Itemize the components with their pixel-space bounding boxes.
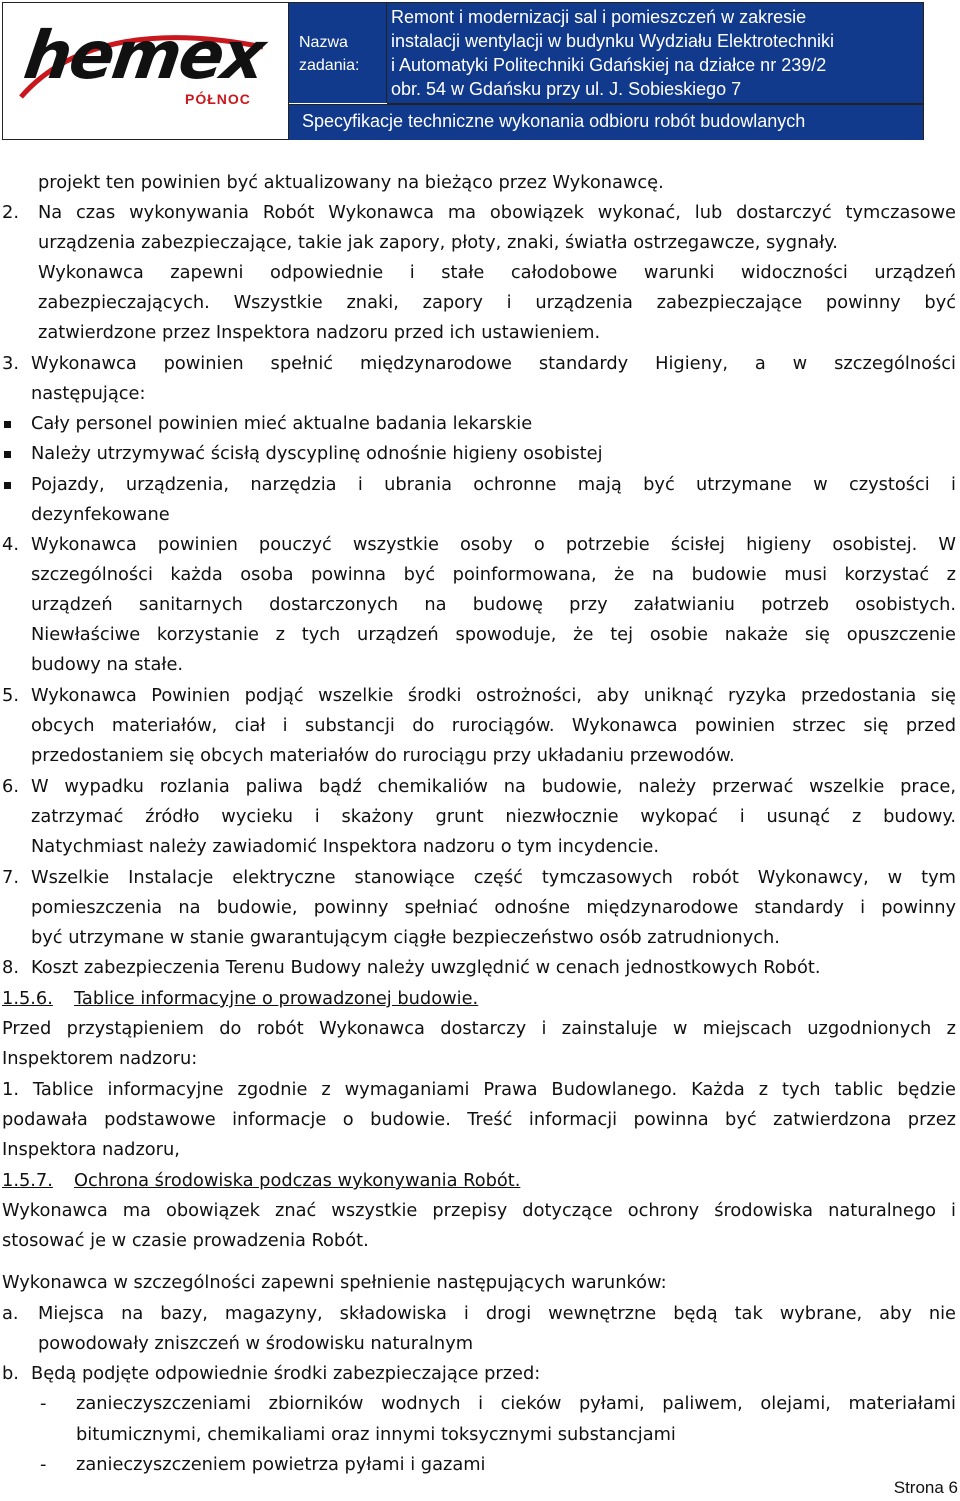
text-line: Wykonawca ma obowiązek znać wszystkie przepisy dotyczące ochrony środowiska naturalnego i <box>2 1200 956 1221</box>
text-line: Wykonawca zapewni odpowiednie i stałe całodobowe warunki widoczności urządzeń <box>38 262 956 283</box>
text-line: projekt ten powinien być aktualizowany na bieżąco przez Wykonawcę. <box>38 172 664 193</box>
text-line: bitumicznymi, chemikaliami oraz innymi toksycznymi substancjami <box>76 1424 676 1445</box>
text-line: Natychmiast należy zawiadomić Inspektora nadzoru o tym incydencie. <box>31 836 660 857</box>
text-line: budowy na stałe. <box>31 654 184 675</box>
text-line: W wypadku rozlania paliwa bądź chemikaliów na budowie, należy przerwać wszelkie prace, <box>31 776 956 797</box>
bullet-icon <box>4 482 11 489</box>
task-name-label-cell <box>289 3 387 103</box>
task-title-line: obr. 54 w Gdańsku przy ul. J. Sobieskiego 7 <box>391 79 742 99</box>
text-line: Wykonawca Powinien podjąć wszelkie środki ostrożności, aby uniknąć ryzyka przedostania się <box>31 685 956 706</box>
text-line: Inspektora nadzoru, <box>2 1139 180 1160</box>
text-line: Na czas wykonywania Robót Wykonawca ma obowiązek wykonać, lub dostarczyć tymczasowe <box>38 202 956 223</box>
text-line: pomieszczenia na budowie, powinny spełniać odnośne międzynarodowe standardy i powinny <box>31 897 956 918</box>
text-line: Koszt zabezpieczenia Terenu Budowy należy uwzględnić w cenach jednostkowych Robót. <box>31 957 821 978</box>
task-title-cell <box>387 3 923 104</box>
text-line: być utrzymane w stanie gwarantującym ciągłe bezpieczeństwo osób zatrudnionych. <box>31 927 780 948</box>
task-title-line: Remont i modernizacji sal i pomieszczeń w zakresie <box>391 7 807 27</box>
text-line: przedostaniem się obcych materiałów do rurociągu przy układaniu przewodów. <box>31 745 735 766</box>
company-logo <box>3 3 289 139</box>
dash-marker: - <box>40 1393 47 1414</box>
task-title-line: i Automatyki Politechniki Gdańskiej na działce nr 239/2 <box>391 55 827 75</box>
list-number: 5. <box>2 685 19 706</box>
text-line: Wszelkie Instalacje elektryczne stanowiące część tymczasowych robót Wykonawcy, w tym <box>31 867 956 888</box>
text-line: urządzeń sanitarnych dostarczonych na budowę przy załatwianiu potrzeb osobistych. <box>31 594 956 615</box>
text-line: Przed przystąpieniem do robót Wykonawca dostarczy i zainstaluje w miejscach uzgodnionych z <box>2 1018 956 1039</box>
text-line: 1. Tablice informacyjne zgodnie z wymaganiami Prawa Budowlanego. Każda z tych tablic będzie <box>2 1079 956 1100</box>
text-line: zanieczyszczeniami zbiorników wodnych i cieków pyłami, paliwem, olejami, materiałami <box>76 1393 956 1414</box>
text-line: podawała podstawowe informacje o budowie. Treść informacji powinna być zatwierdzona przez <box>2 1109 956 1130</box>
bullet-text: dezynfekowane <box>31 504 170 525</box>
text-line: Wykonawca powinien pouczyć wszystkie osoby o potrzebie ścisłej higieny osobistej. W <box>31 534 956 555</box>
text-line: powodowały zniszczeń w środowisku naturalnym <box>38 1333 474 1354</box>
text-line: Będą podjęte odpowiednie środki zabezpieczające przed: <box>31 1363 541 1384</box>
bullet-text: Pojazdy, urządzenia, narzędzia i ubrania ochronne mają być utrzymane w czystości i <box>31 474 956 495</box>
section-heading: Tablice informacyjne o prowadzonej budowie. <box>74 988 479 1009</box>
text-line: szczególności każda osoba powinna być poinformowana, że na budowie musi korzystać z <box>31 564 956 585</box>
list-letter: b. <box>2 1363 19 1384</box>
text-line: obcych materiałów, ciał i substancji do rurociągów. Wykonawca powinien strzec się przed <box>31 715 956 736</box>
text-line: stosować je w czasie prowadzenia Robót. <box>2 1230 369 1251</box>
text-line: Wykonawca powinien spełnić międzynarodowe standardy Higieny, a w szczególności <box>31 353 956 374</box>
task-title-line: instalacji wentylacji w budynku Wydziału Elektrotechniki <box>391 31 835 51</box>
text-line: Wykonawca w szczególności zapewni spełnienie następujących warunków: <box>2 1272 667 1293</box>
bullet-icon <box>4 451 11 458</box>
spec-title: Specyfikacje techniczne wykonania odbioru robót budowlanych <box>302 111 806 131</box>
logo-wordmark: hemex <box>19 17 269 94</box>
text-line: zatrzymać źródło wycieku i skażony grunt niezwłocznie wykopać i usunąć z budowy. <box>31 806 956 827</box>
bullet-text: Cały personel powinien mieć aktualne badania lekarskie <box>31 413 533 434</box>
section-number: 1.5.6. <box>2 988 53 1009</box>
task-name-label-line2: zadania: <box>299 57 360 74</box>
list-letter: a. <box>2 1303 19 1324</box>
spec-title-cell <box>289 104 923 140</box>
text-line: zabezpieczających. Wszystkie znaki, zapory i urządzenia zabezpieczające powinny być <box>38 292 956 313</box>
dash-marker: - <box>40 1454 47 1475</box>
section-heading: Ochrona środowiska podczas wykonywania Robót. <box>74 1170 521 1191</box>
section-number: 1.5.7. <box>2 1170 53 1191</box>
text-line: następujące: <box>31 383 146 404</box>
bullet-text: Należy utrzymywać ścisłą dyscyplinę odnośnie higieny osobistej <box>31 443 603 464</box>
list-number: 6. <box>2 776 19 797</box>
logo-subtext: PÓŁNOC <box>185 91 251 107</box>
text-line: zanieczyszczeniem powietrza pyłami i gazami <box>76 1454 486 1475</box>
page-number: Strona 6 <box>893 1478 958 1497</box>
text-line: Niewłaściwe korzystanie z tych urządzeń spowoduje, że tej osobie nakaże się opuszczenie <box>31 624 956 645</box>
list-number: 7. <box>2 867 19 888</box>
text-line: zatwierdzone przez Inspektora nadzoru przed ich ustawieniem. <box>38 322 601 343</box>
list-number: 4. <box>2 534 19 555</box>
list-number: 2. <box>2 202 19 223</box>
text-line: Inspektorem nadzoru: <box>2 1048 198 1069</box>
text-line: Miejsca na bazy, magazyny, składowiska i drogi wewnętrzne będą tak wybrane, aby nie <box>38 1303 956 1324</box>
task-name-label-line1: Nazwa <box>299 34 348 51</box>
list-number: 3. <box>2 353 19 374</box>
document-header <box>2 2 924 140</box>
bullet-icon <box>4 421 11 428</box>
list-number: 8. <box>2 957 19 978</box>
text-line: urządzenia zabezpieczające, takie jak zapory, płoty, znaki, światła ostrzegawcze, sygnały. <box>38 232 838 253</box>
